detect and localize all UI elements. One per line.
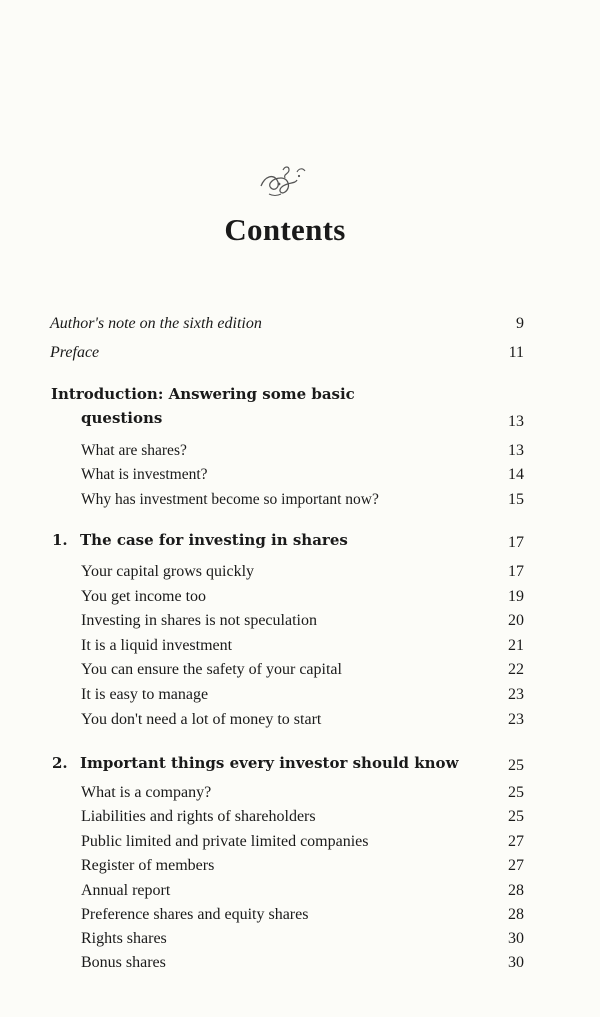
decorative-flourish-icon (255, 160, 311, 200)
toc-chapter-1[interactable] (0, 531, 600, 555)
toc-entry-label: Preference shares and equity shares (81, 906, 309, 923)
toc-entry-label: What are shares? (81, 442, 187, 459)
page-title: Contents (224, 212, 346, 247)
toc-page-number: 25 (508, 757, 524, 774)
toc-entry-label: Why has investment become so important now? (81, 491, 379, 508)
toc-chapter-title: Important things every investor should know (80, 754, 459, 772)
toc-entry[interactable] (0, 857, 600, 881)
toc-entry-label: Public limited and private limited companies (81, 833, 369, 850)
toc-entry-label: It is a liquid investment (81, 637, 233, 654)
toc-section-introduction-cont[interactable] (0, 409, 600, 433)
toc-entry[interactable] (0, 466, 600, 490)
toc-entry[interactable] (0, 906, 600, 930)
toc-entry[interactable] (0, 711, 600, 735)
toc-page-number: 27 (508, 833, 524, 850)
toc-entry-label: You don't need a lot of money to start (81, 711, 322, 728)
toc-entry[interactable] (0, 833, 600, 857)
toc-entry[interactable] (0, 686, 600, 710)
toc-page-number: 13 (508, 413, 524, 430)
toc-page-number: 11 (508, 344, 524, 361)
toc-section-title-cont: questions (81, 409, 163, 427)
toc-page-number: 23 (508, 711, 524, 728)
toc-page-number: 28 (508, 906, 524, 923)
toc-entry[interactable] (0, 637, 600, 661)
toc-entry-label: Annual report (81, 882, 171, 899)
toc-entry-label: Investing in shares is not speculation (81, 612, 317, 629)
toc-page-number: 20 (508, 612, 524, 629)
toc-page-number: 25 (508, 808, 524, 825)
toc-page-number: 22 (508, 661, 524, 678)
toc-page-number: 23 (508, 686, 524, 703)
toc-page-number: 21 (508, 637, 524, 654)
toc-page-number: 15 (508, 491, 524, 508)
toc-page-number: 25 (508, 784, 524, 801)
toc-entry[interactable] (0, 588, 600, 612)
toc-entry-label: Rights shares (81, 930, 167, 947)
toc-entry-label: It is easy to manage (81, 686, 209, 703)
toc-section-title: Introduction: Answering some basic (51, 385, 355, 403)
toc-entry-label: What is investment? (81, 466, 208, 483)
toc-page-number: 14 (508, 466, 524, 483)
toc-entry[interactable] (0, 612, 600, 636)
toc-page-number: 28 (508, 882, 524, 899)
toc-chapter-title: The case for investing in shares (80, 531, 348, 549)
toc-chapter-number: 2. (52, 754, 68, 772)
toc-entry-authors-note[interactable] (0, 315, 600, 339)
toc-page-number: 30 (508, 930, 524, 947)
toc-page-number: 9 (516, 315, 524, 332)
toc-entry[interactable] (0, 882, 600, 906)
toc-section-introduction[interactable] (0, 385, 600, 409)
toc-entry-label: Author's note on the sixth edition (50, 315, 262, 332)
toc-chapter-number: 1. (52, 531, 68, 549)
toc-page-number: 13 (508, 442, 524, 459)
toc-entry-label: What is a company? (81, 784, 212, 801)
toc-page-number: 19 (508, 588, 524, 605)
toc-entry-label: Your capital grows quickly (81, 563, 255, 580)
toc-entry-label: Liabilities and rights of shareholders (81, 808, 316, 825)
toc-entry[interactable] (0, 442, 600, 466)
toc-entry-label: You get income too (81, 588, 207, 605)
toc-entry-label: Preface (50, 344, 100, 361)
toc-page-number: 30 (508, 954, 524, 971)
toc-page-number: 27 (508, 857, 524, 874)
toc-entry[interactable] (0, 930, 600, 954)
toc-page-number: 17 (508, 563, 524, 580)
toc-page-number: 17 (508, 534, 524, 551)
toc-entry[interactable] (0, 784, 600, 808)
toc-entry-label: You can ensure the safety of your capital (81, 661, 342, 678)
toc-entry[interactable] (0, 954, 600, 978)
toc-entry[interactable] (0, 661, 600, 685)
toc-chapter-2[interactable] (0, 754, 600, 778)
toc-entry[interactable] (0, 491, 600, 515)
toc-entry-label: Bonus shares (81, 954, 166, 971)
toc-entry[interactable] (0, 563, 600, 587)
toc-entry[interactable] (0, 808, 600, 832)
toc-entry-preface[interactable] (0, 344, 600, 368)
toc-entry-label: Register of members (81, 857, 215, 874)
